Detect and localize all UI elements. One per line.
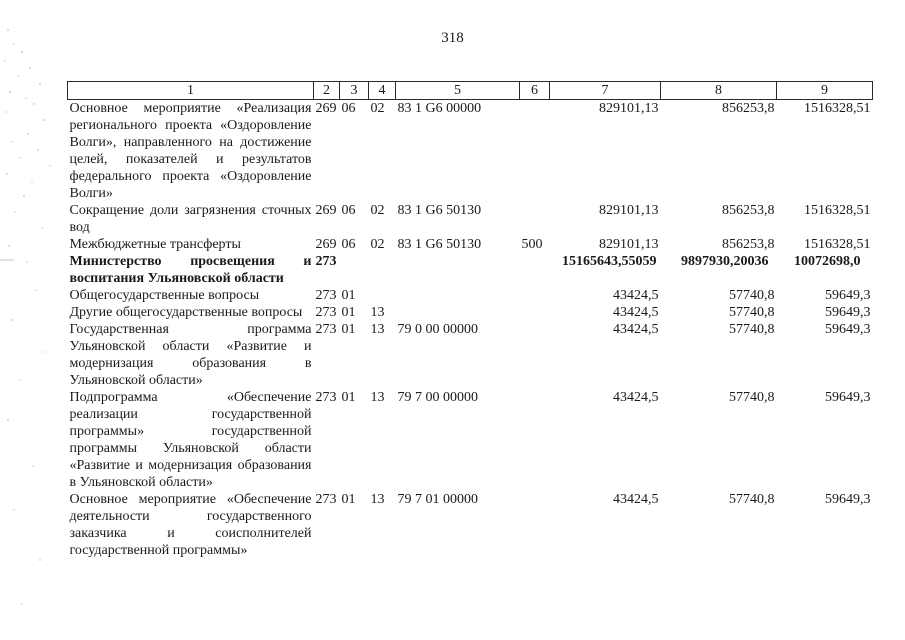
table-row <box>68 389 873 491</box>
row-pr <box>369 287 396 304</box>
row-csr: 83 1 G6 00000 <box>397 101 482 116</box>
row-pr: 02 <box>370 237 385 252</box>
table-row <box>68 304 873 321</box>
header-col-2: 2 <box>314 82 340 100</box>
row-ved: 273 <box>315 254 337 269</box>
row-csr: 79 7 00 00000 <box>397 390 478 405</box>
row-value-col8: 856253,8 <box>722 203 775 218</box>
row-value-col8: 57740,8 <box>729 492 775 507</box>
header-col-8: 8 <box>661 82 777 100</box>
row-vr <box>520 491 550 559</box>
row-value-col7: 43424,5 <box>613 322 659 337</box>
row-value-col7: 43424,5 <box>613 288 659 303</box>
row-value-col7: 43424,5 <box>613 390 659 405</box>
table-row <box>68 287 873 304</box>
row-rz: 01 <box>341 322 356 337</box>
budget-table <box>67 81 873 559</box>
row-rz: 01 <box>341 305 356 320</box>
row-name: Государственная программа Ульяновской области «Развитие и модернизация образования в Ульяновской области» <box>69 322 312 388</box>
row-csr <box>396 253 520 287</box>
row-value-col7: 829101,13 <box>599 237 659 252</box>
row-value-col7: 43424,5 <box>613 305 659 320</box>
row-name: Сокращение доли загрязнения сточных вод <box>69 203 312 235</box>
row-ved: 269 <box>315 101 337 116</box>
table-row <box>68 236 873 253</box>
header-col-4: 4 <box>369 82 396 100</box>
header-col-7: 7 <box>550 82 661 100</box>
row-value-col9: 1516328,51 <box>804 203 871 218</box>
row-value-col9: 10072698,0 <box>794 254 861 269</box>
row-value-col9: 59649,3 <box>825 322 871 337</box>
row-value-col9: 59649,3 <box>825 305 871 320</box>
row-ved: 273 <box>315 305 337 320</box>
row-name: Министерство просвещения и воспитания Ульяновской области <box>69 254 312 286</box>
row-name: Основное мероприятие «Реализация регионального проекта «Оздоровление Волги», направленного на достижение целей, показателей и результатов федерального проекта «Оздоровление Волги» <box>69 101 312 201</box>
header-col-5: 5 <box>396 82 520 100</box>
row-rz: 01 <box>341 390 356 405</box>
row-pr: 13 <box>370 322 385 337</box>
row-csr: 83 1 G6 50130 <box>397 203 482 218</box>
row-name: Общегосударственные вопросы <box>69 288 260 303</box>
row-pr <box>369 253 396 287</box>
row-csr: 79 0 00 00000 <box>397 322 478 337</box>
header-col-6: 6 <box>520 82 550 100</box>
row-name: Основное мероприятие «Обеспечение деятельности государственного заказчика и соисполнителей государственной программы» <box>69 492 312 558</box>
row-vr <box>520 304 550 321</box>
row-vr <box>520 100 550 203</box>
row-rz: 01 <box>341 492 356 507</box>
row-value-col7: 829101,13 <box>599 203 659 218</box>
row-value-col9: 1516328,51 <box>804 101 871 116</box>
row-ved: 273 <box>315 322 337 337</box>
row-vr <box>520 287 550 304</box>
row-value-col8: 856253,8 <box>722 101 775 116</box>
row-csr <box>396 304 520 321</box>
row-name: Другие общегосударственные вопросы <box>69 305 303 320</box>
row-vr <box>520 253 550 287</box>
row-value-col9: 1516328,51 <box>804 237 871 252</box>
row-pr: 13 <box>370 492 385 507</box>
row-value-col8: 57740,8 <box>729 390 775 405</box>
row-ved: 269 <box>315 203 337 218</box>
table-row <box>68 202 873 236</box>
row-vr <box>520 321 550 389</box>
row-pr: 02 <box>370 203 385 218</box>
row-value-col8: 57740,8 <box>729 322 775 337</box>
row-pr: 13 <box>370 390 385 405</box>
header-row <box>68 82 873 100</box>
row-pr: 02 <box>370 101 385 116</box>
row-rz: 06 <box>341 237 356 252</box>
row-rz <box>340 253 369 287</box>
row-ved: 273 <box>315 492 337 507</box>
row-value-col7: 15165643,55059 <box>562 254 657 269</box>
row-ved: 273 <box>315 390 337 405</box>
scan-noise <box>0 0 62 640</box>
table-row <box>68 491 873 559</box>
row-value-col7: 43424,5 <box>613 492 659 507</box>
row-rz: 06 <box>341 101 356 116</box>
header-col-9: 9 <box>777 82 873 100</box>
row-value-col8: 9897930,20036 <box>681 254 769 269</box>
row-vr <box>520 389 550 491</box>
row-vr: 500 <box>521 237 543 252</box>
table-row <box>68 100 873 203</box>
row-value-col9: 59649,3 <box>825 288 871 303</box>
row-value-col8: 57740,8 <box>729 288 775 303</box>
row-pr: 13 <box>370 305 385 320</box>
row-value-col9: 59649,3 <box>825 390 871 405</box>
row-value-col9: 59649,3 <box>825 492 871 507</box>
header-col-1: 1 <box>68 82 314 100</box>
row-name: Межбюджетные трансферты <box>69 237 241 252</box>
table-row-ministry <box>68 253 873 287</box>
row-csr: 83 1 G6 50130 <box>397 237 482 252</box>
row-csr: 79 7 01 00000 <box>397 492 478 507</box>
row-name: Подпрограмма «Обеспечение реализации государственной программы» государственной программы Ульяновской области «Развитие и модернизация образования в Ульяновской области» <box>69 390 312 490</box>
row-ved: 273 <box>315 288 337 303</box>
page-number: 318 <box>441 30 464 46</box>
row-ved: 269 <box>315 237 337 252</box>
row-value-col8: 57740,8 <box>729 305 775 320</box>
header-col-3: 3 <box>340 82 369 100</box>
row-value-col7: 829101,13 <box>599 101 659 116</box>
row-value-col8: 856253,8 <box>722 237 775 252</box>
row-csr <box>396 287 520 304</box>
row-vr <box>520 202 550 236</box>
table-row <box>68 321 873 389</box>
row-rz: 06 <box>341 203 356 218</box>
row-rz: 01 <box>341 288 356 303</box>
